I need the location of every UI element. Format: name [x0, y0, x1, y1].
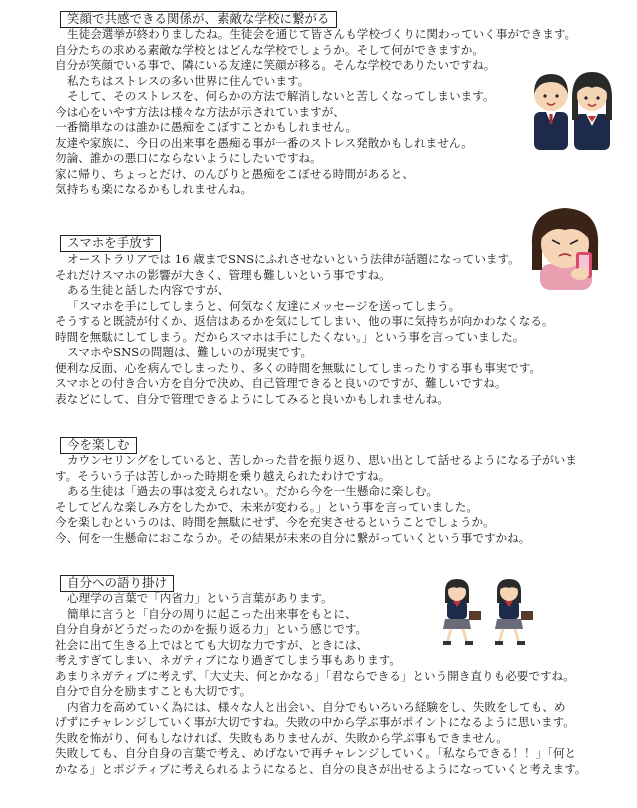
text-line: 社会に出て生きる上ではとても大切な力ですが、ときには、 — [55, 637, 369, 652]
text-line: 簡単に言うと「自分の周りに起こった出来事をもとに、 — [67, 606, 357, 621]
text-line: 今、何を一生懸命におこなうか。その結果が未来の自分に繋がっていくという事ですかね。 — [55, 530, 531, 545]
girl-phone-illustration — [522, 200, 608, 290]
text-line: 便利な反面、心を病んでしまったり、多くの時間を無駄にしてしまったりする事も事実です。 — [55, 360, 542, 375]
text-line: あまりネガティブに考えず、「大丈夫、何とかなる」「君ならできる」という開き直りも必要ですね。 — [55, 668, 575, 683]
text-line: スマホやSNSの問題は、難しいのが現実です。 — [67, 345, 313, 359]
text-line: 失敗しても、自分自身の言葉で考え、めげないで再チャレンジしていく。「私ならできる！！」「何と — [55, 746, 577, 760]
text-line: ある生徒と話した内容ですが、 — [67, 283, 230, 297]
text-line: 一番簡単なのは誰かに愚痴をこぼすことかもしれません。 — [55, 120, 358, 134]
text-line: かなる」とポジティブに考えられるようになると、自分の良さが出せるようになっていくと考えます。 — [55, 761, 587, 776]
section-heading: 笑顔で共感できる関係が、素敵な学校に繋がる — [60, 11, 337, 28]
text-line: 生徒会選挙が終わりましたね。生徒会を通じて皆さんも学校づくりに関わっていく事ができます。 — [67, 27, 577, 41]
text-line: そうすると既読が付くか、返信はあるかを気にしてしまい、他の事に気持ちが向かわなくなる。 — [55, 314, 554, 328]
section-body — [55, 252, 600, 407]
text-line: スマホとの付き合い方を自分で決め、自己管理できると良いのですが、難しいですね。 — [55, 376, 507, 390]
text-line: カウンセリングをしていると、苦しかった昔を振り返り、思い出として話せるようになる子がいま — [67, 453, 577, 467]
text-line: 自分で自分を励ますことも大切です。 — [55, 684, 252, 698]
text-line: 私たちはストレスの多い世界に住んでいます。 — [67, 73, 310, 88]
text-line: 今を楽しむというのは、時間を無駄にせず、今を充実させるということでしょうか。 — [55, 515, 495, 529]
text-line: す。そういう子は苦しかった時期を乗り越えられたわけですね。 — [55, 468, 391, 483]
two-students-illustration — [528, 58, 616, 150]
text-line: そして、そのストレスを、何らかの方法で解消しないと苦しくなってしまいます。 — [67, 89, 495, 103]
section-heading: 自分への語り掛け — [60, 575, 174, 592]
text-line: 考えすぎてしまい、ネガティブになり過ぎてしまう事もあります。 — [55, 653, 401, 667]
section-heading: 今を楽しむ — [60, 437, 137, 454]
section-body — [55, 453, 600, 546]
text-line: 気持ちも楽になるかもしれませんね。 — [55, 182, 253, 196]
text-line: 自分たちの求める素敵な学校とはどんな学校でしょうか。そして何ができますか。 — [55, 42, 484, 57]
section-body — [55, 27, 600, 198]
text-line: 「スマホを手にしてしまうと、何気なく友達にメッセージを送ってしまう。 — [67, 298, 461, 313]
walking-students-illustration — [435, 577, 543, 647]
text-line: オーストラリアでは 16 歳までSNSにふれさせないという法律が話題になっています。 — [67, 252, 520, 266]
text-line: 今は心をいやす方法は様々な方法が示されていますが、 — [55, 104, 345, 119]
text-line: 表などにして、自分で管理できるようにしてみると良いかもしれませんね。 — [55, 391, 449, 406]
text-line: 時間を無駄にしてしまう。だからスマホは手にしたくない。」という事を言っていました。 — [55, 329, 525, 344]
text-line: そしてどんな楽しみ方をしたかで、未来が変わる。」という事を言っていました。 — [55, 499, 478, 514]
text-line: 家に帰り、ちょっとだけ、のんびりと愚痴をこぼせる時間があると、 — [55, 166, 414, 181]
text-line: 内省力を高めていく為には、様々な人と出会い、自分でもいろいろ経験をし、失敗をしても、め — [67, 699, 566, 714]
text-line: 自分自身がどうだったのかを振り返る力」という感じです。 — [55, 622, 368, 636]
text-line: ある生徒は「過去の事は変えられない。だから今を一生懸命に楽しむ。 — [67, 484, 439, 498]
text-line: 心理学の言葉で「内省力」という言葉があります。 — [67, 591, 333, 605]
section-heading: スマホを手放す — [60, 235, 161, 252]
text-line: 友達や家族に、今日の出来事を愚痴る事が一番のストレス発散かもしれません。 — [55, 135, 473, 150]
text-line: それだけスマホの影響が大きく、管理も難しいという事ですね。 — [55, 267, 391, 282]
text-line: 勿論、誰かの悪口にならないようにしたいですね。 — [55, 151, 322, 165]
text-line: げずにチャレンジしていく事が大切ですね。失敗の中から学ぶ事がポイントになるように思います。 — [55, 715, 575, 729]
text-line: 失敗を怖がり、何もしなければ、失敗もありませんが、失敗から学ぶ事もできません。 — [55, 730, 508, 745]
text-line: 自分が笑顔でいる事で、隣にいる友達に笑顔が移る。そんな学校でありたいですね。 — [55, 58, 496, 72]
